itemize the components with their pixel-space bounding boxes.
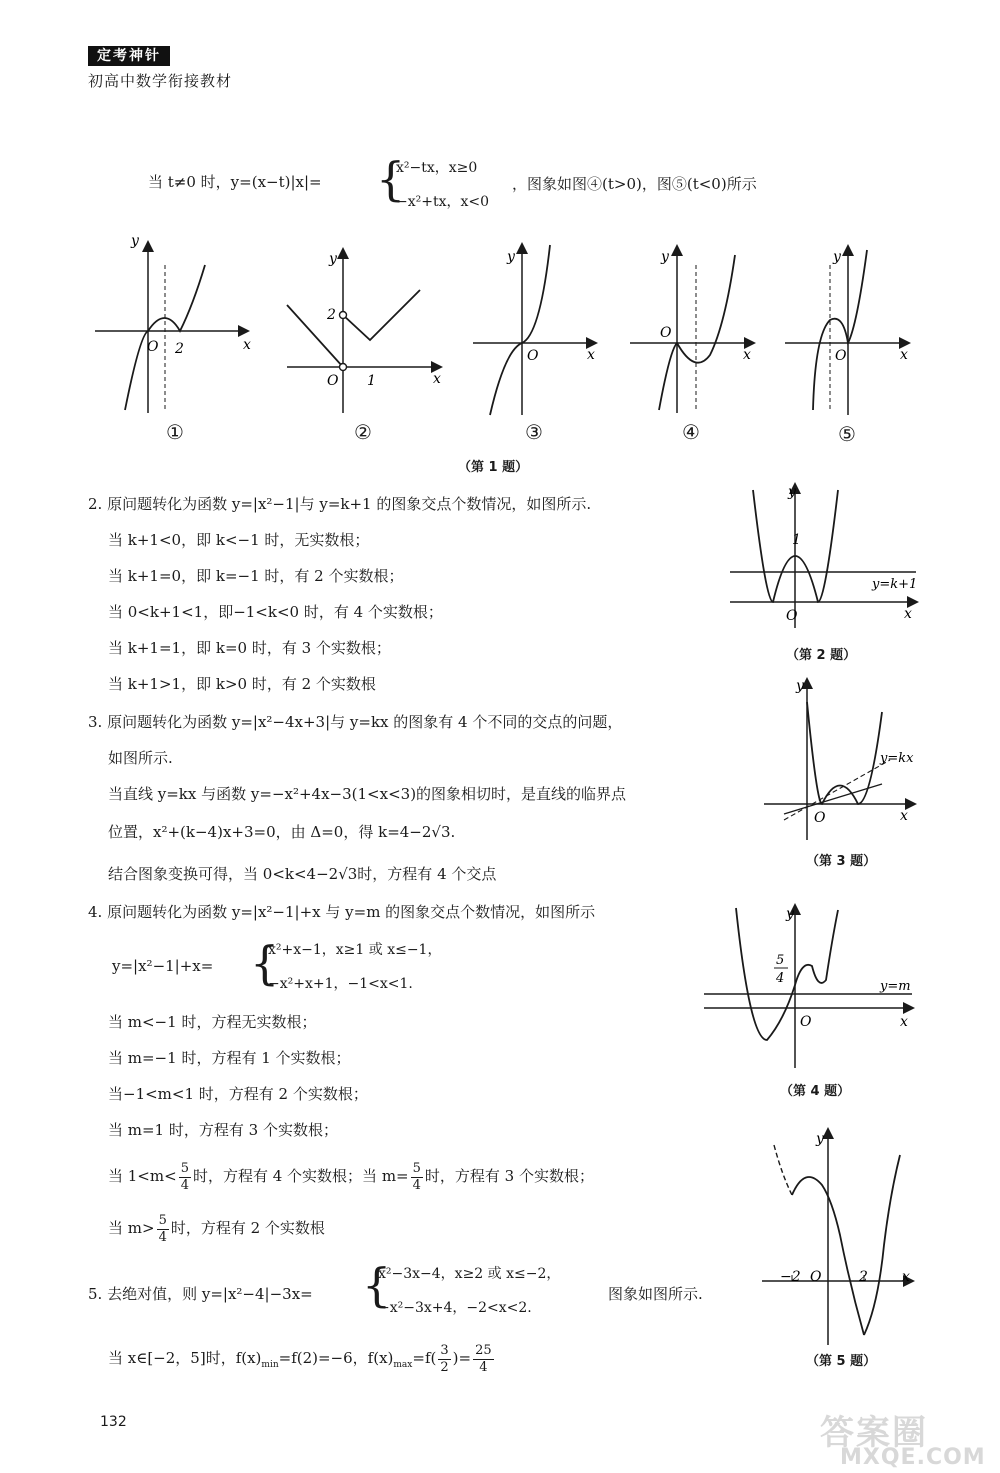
- q3-line-3: 当直线 y=kx 与函数 y=−x²+4x−3(1<x<3)的图象相切时，是直线的临界点: [108, 785, 627, 803]
- marker-2: ②: [354, 420, 372, 444]
- g-q3-line-label: y=kx: [880, 751, 914, 766]
- g1-origin: O: [147, 339, 159, 355]
- q5-last-text-3: =f(: [412, 1349, 437, 1367]
- intro-case-2: −x²+tx，x<0: [396, 194, 490, 210]
- g2-one: 1: [367, 373, 376, 389]
- g-q2-line-label: y=k+1: [872, 577, 918, 592]
- q4-line-1: 4. 原问题转化为函数 y=|x²−1|+x 与 y=m 的图象交点个数情况，如图所示: [88, 903, 596, 921]
- marker-3: ③: [525, 420, 543, 444]
- g2-x-label: x: [433, 371, 441, 387]
- g5-y-label: y: [833, 249, 841, 265]
- q4-def-case-1: x²+x−1，x≥1 或 x≤−1，: [268, 942, 442, 958]
- graph-5: [785, 247, 908, 415]
- g5-origin: O: [835, 348, 847, 364]
- g4-x-label: x: [743, 347, 751, 363]
- q4-case-line-2: 当 m=−1 时，方程有 1 个实数根；: [108, 1049, 351, 1067]
- q5-frac-2-den: 4: [479, 1359, 488, 1375]
- g1-two: 2: [175, 341, 184, 357]
- q4-frac-b: [157, 1213, 169, 1246]
- q4-frac-b-num: 5: [158, 1212, 167, 1228]
- page-number: 132: [100, 1414, 127, 1430]
- watermark-url: MXQE.COM: [840, 1445, 986, 1470]
- g2-origin: O: [327, 373, 339, 389]
- graph-1: [95, 233, 251, 413]
- q4-frac-a-1: [179, 1161, 191, 1194]
- q5-caption: （第 5 题）: [806, 1354, 877, 1369]
- g-q5-x: x: [902, 1269, 910, 1285]
- g-q3-origin: O: [814, 810, 826, 826]
- marker-4: ④: [682, 420, 700, 444]
- q2-line-6: 当 k+1>1，即 k>0 时，有 2 个实数根: [108, 675, 376, 693]
- graph-3: [473, 245, 595, 415]
- q5-frac-2-num: 25: [475, 1342, 492, 1358]
- q4-line-frac-b: [108, 1210, 325, 1246]
- g-q5-neg2: −2: [780, 1269, 801, 1285]
- q4-frac-b-den: 4: [158, 1229, 167, 1245]
- q5-last-text-2: =f(2)=−6，f(x): [278, 1349, 394, 1367]
- watermark-logo: 答案圈: [820, 1413, 928, 1453]
- g-q4-frac-num: 5: [776, 953, 785, 968]
- q5-brace: {: [362, 1258, 392, 1312]
- intro-prefix: 当 t≠0 时，y=(x−t)|x|=: [148, 173, 322, 191]
- graph-4: [630, 247, 753, 413]
- g3-x-label: x: [587, 347, 595, 363]
- g4-y-label: y: [661, 249, 669, 265]
- q4-def-case-2: −x²+x+1，−1<x<1.: [268, 976, 413, 992]
- q5-frac-1-num: 3: [440, 1342, 449, 1358]
- q4-graph: [702, 900, 922, 1070]
- q5-graph: [760, 1125, 920, 1350]
- intro-brace: {: [376, 152, 406, 206]
- q5-min-sub: min: [261, 1360, 279, 1370]
- q1-caption: （第 1 题）: [458, 460, 529, 475]
- g1-y-label: y: [131, 233, 139, 249]
- g1-x-label: x: [243, 337, 251, 353]
- q4-brace: {: [250, 936, 280, 990]
- g3-origin: O: [527, 348, 539, 364]
- q2-line-4: 当 0<k+1<1，即−1<k<0 时，有 4 个实数根；: [108, 603, 443, 621]
- q5-frac-2: [473, 1343, 494, 1376]
- marker-1: ①: [166, 420, 184, 444]
- g-q4-y: y: [786, 906, 794, 922]
- q4-caption: （第 4 题）: [780, 1084, 851, 1099]
- g4-origin: O: [660, 325, 672, 341]
- q3-caption: （第 3 题）: [806, 854, 877, 869]
- g2-y-label: y: [329, 251, 337, 267]
- q5-case-1: x²−3x−4，x≥2 或 x≤−2，: [378, 1266, 561, 1282]
- q5-case-2: −x²−3x+4，−2<x<2.: [378, 1300, 532, 1316]
- book-badge: 定考神针: [88, 46, 170, 66]
- g2-two: 2: [327, 307, 336, 323]
- q3-line-5: 结合图象变换可得，当 0<k<4−2√3时，方程有 4 个交点: [108, 865, 497, 883]
- q4-frac-a-1-den: 4: [180, 1177, 189, 1193]
- g-q4-x: x: [900, 1014, 908, 1030]
- q2-graph: [728, 480, 928, 630]
- q5-last-line: [108, 1338, 496, 1385]
- q4-frac-a-text-2: 时，方程有 4 个实数根；当 m=: [192, 1167, 409, 1185]
- g3-y-label: y: [507, 249, 515, 265]
- g-q5-two: 2: [859, 1269, 868, 1285]
- q4-frac-a-2-den: 4: [412, 1177, 421, 1193]
- q4-frac-a-2-num: 5: [412, 1160, 421, 1176]
- g-q2-y: y: [788, 484, 796, 500]
- g-q2-one: 1: [792, 532, 801, 548]
- g-q4-origin: O: [800, 1014, 812, 1030]
- q5-last-text-4: )=: [452, 1349, 472, 1367]
- q4-def-prefix: y=|x²−1|+x=: [112, 957, 214, 975]
- q4-case-line-1: 当 m<−1 时，方程无实数根；: [108, 1013, 317, 1031]
- q3-line-1: 3. 原问题转化为函数 y=|x²−4x+3|与 y=kx 的图象有 4 个不同的交点的问题，: [88, 713, 623, 731]
- g-q4-line-label: y=m: [880, 979, 911, 994]
- q5-suffix: 图象如图所示.: [608, 1285, 703, 1303]
- q4-case-line-4: 当 m=1 时，方程有 3 个实数根；: [108, 1121, 338, 1139]
- book-subtitle: 初高中数学衔接教材: [88, 72, 233, 90]
- marker-5: ⑤: [838, 422, 856, 446]
- q4-frac-a-1-num: 5: [180, 1160, 189, 1176]
- q3-graph: [762, 672, 922, 842]
- g-q2-origin: O: [786, 608, 798, 624]
- q2-line-2: 当 k+1<0，即 k<−1 时，无实数根；: [108, 531, 370, 549]
- g-q3-x: x: [900, 808, 908, 824]
- q4-frac-a-text-1: 当 1<m<: [108, 1167, 177, 1185]
- q4-case-line-3: 当−1<m<1 时，方程有 2 个实数根；: [108, 1085, 368, 1103]
- q2-line-1: 2. 原问题转化为函数 y=|x²−1|与 y=k+1 的图象交点个数情况，如图所示.: [88, 495, 592, 513]
- q4-line-frac-a: [108, 1158, 594, 1194]
- q5-last-text-1: 当 x∈[−2，5]时，f(x): [108, 1349, 262, 1367]
- q3-line-2: 如图所示.: [108, 749, 173, 767]
- q4-frac-a-text-3: 时，方程有 3 个实数根；: [424, 1167, 594, 1185]
- q5-frac-1-den: 2: [440, 1359, 449, 1375]
- q4-frac-a-2: [411, 1161, 423, 1194]
- intro-case-1: x²−tx，x≥0: [396, 160, 478, 176]
- q2-line-5: 当 k+1=1，即 k=0 时，有 3 个实数根；: [108, 639, 391, 657]
- g-q4-frac-den: 4: [776, 971, 785, 986]
- q3-line-4: 位置，x²+(k−4)x+3=0，由 Δ=0，得 k=4−2√3.: [108, 823, 456, 841]
- q2-line-3: 当 k+1=0，即 k=−1 时，有 2 个实数根；: [108, 567, 404, 585]
- q5-max-sub: max: [393, 1360, 413, 1370]
- g-q2-x: x: [904, 606, 912, 622]
- intro-suffix: ，图象如图④(t>0)，图⑤(t<0)所示: [512, 175, 757, 193]
- g-q3-y: y: [796, 678, 804, 694]
- g5-x-label: x: [900, 347, 908, 363]
- graph-2: [287, 250, 441, 413]
- q5-frac-1: [438, 1343, 450, 1376]
- q2-caption: （第 2 题）: [786, 648, 857, 663]
- g-q5-origin: O: [810, 1269, 822, 1285]
- q5-prefix: 5. 去绝对值，则 y=|x²−4|−3x=: [88, 1285, 313, 1303]
- q4-frac-b-text-2: 时，方程有 2 个实数根: [170, 1219, 325, 1237]
- q1-graphs: [85, 225, 908, 425]
- g-q5-y: y: [816, 1131, 824, 1147]
- q4-frac-b-text-1: 当 m>: [108, 1219, 155, 1237]
